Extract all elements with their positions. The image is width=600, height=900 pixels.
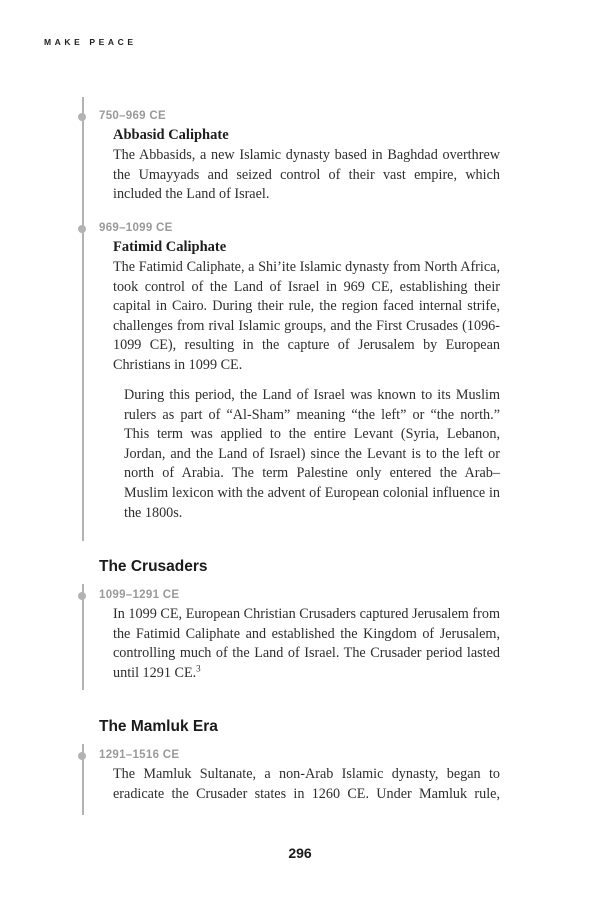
entry-body: The Abbasids, a new Islamic dynasty based in Baghdad overthrew the Umayyads and seized control of their vast empire, which included the Land of Israel. [113,147,500,203]
section-heading: The Crusaders [99,558,208,575]
entry-date: 750–969 CE [99,110,166,122]
section-date: 1291–1516 CE [99,749,180,761]
entry-date: 969–1099 CE [99,222,173,234]
timeline-dot [78,752,86,760]
section-heading: The Mamluk Era [99,718,218,735]
footnote-marker[interactable]: 3 [196,663,201,674]
entry-title: Fatimid Caliphate [113,239,227,255]
entry-title: Abbasid Caliphate [113,127,229,143]
note-paragraph: During this period, the Land of Israel was known to its Muslim rulers as part of “Al-Sham” meaning “the left” or “the north.” This term was applied to the entire Levant (Syria, Lebanon, Jordan, and the Land of Israel) since the Levant is to the left or north of Arabia. The term Palestine only entered the Arab–Muslim lexicon with the advent of European colonial influence in the 1800s. [124,387,500,521]
timeline-line [82,97,84,541]
section-date: 1099–1291 CE [99,589,180,601]
entry-body: The Fatimid Caliphate, a Shi’ite Islamic dynasty from North Africa, took control of the Land of Israel in 969 CE, establishing their capital in Cairo. During their rule, the region faced internal strife, challenges from rival Islamic groups, and the First Crusades (1096-1099 CE), resulting in the capture of Jerusalem by European Christians in 1099 CE. [113,259,500,373]
section-body: The Mamluk Sultanate, a non-Arab Islamic dynasty, began to eradicate the Crusader states in 1260 CE. Under Mamluk rule, [113,766,500,802]
timeline-dot [78,225,86,233]
timeline-dot [78,592,86,600]
section-body-text: In 1099 CE, European Christian Crusaders captured Jerusalem from the Fatimid Caliphate and established the Kingdom of Jerusalem, controlling much of the Land of Israel. The Crusader period lasted until 1291 CE. [113,606,500,681]
page-number: 296 [288,845,312,861]
running-head: MAKE PEACE [44,37,137,47]
timeline-dot [78,113,86,121]
section-body [113,605,500,683]
